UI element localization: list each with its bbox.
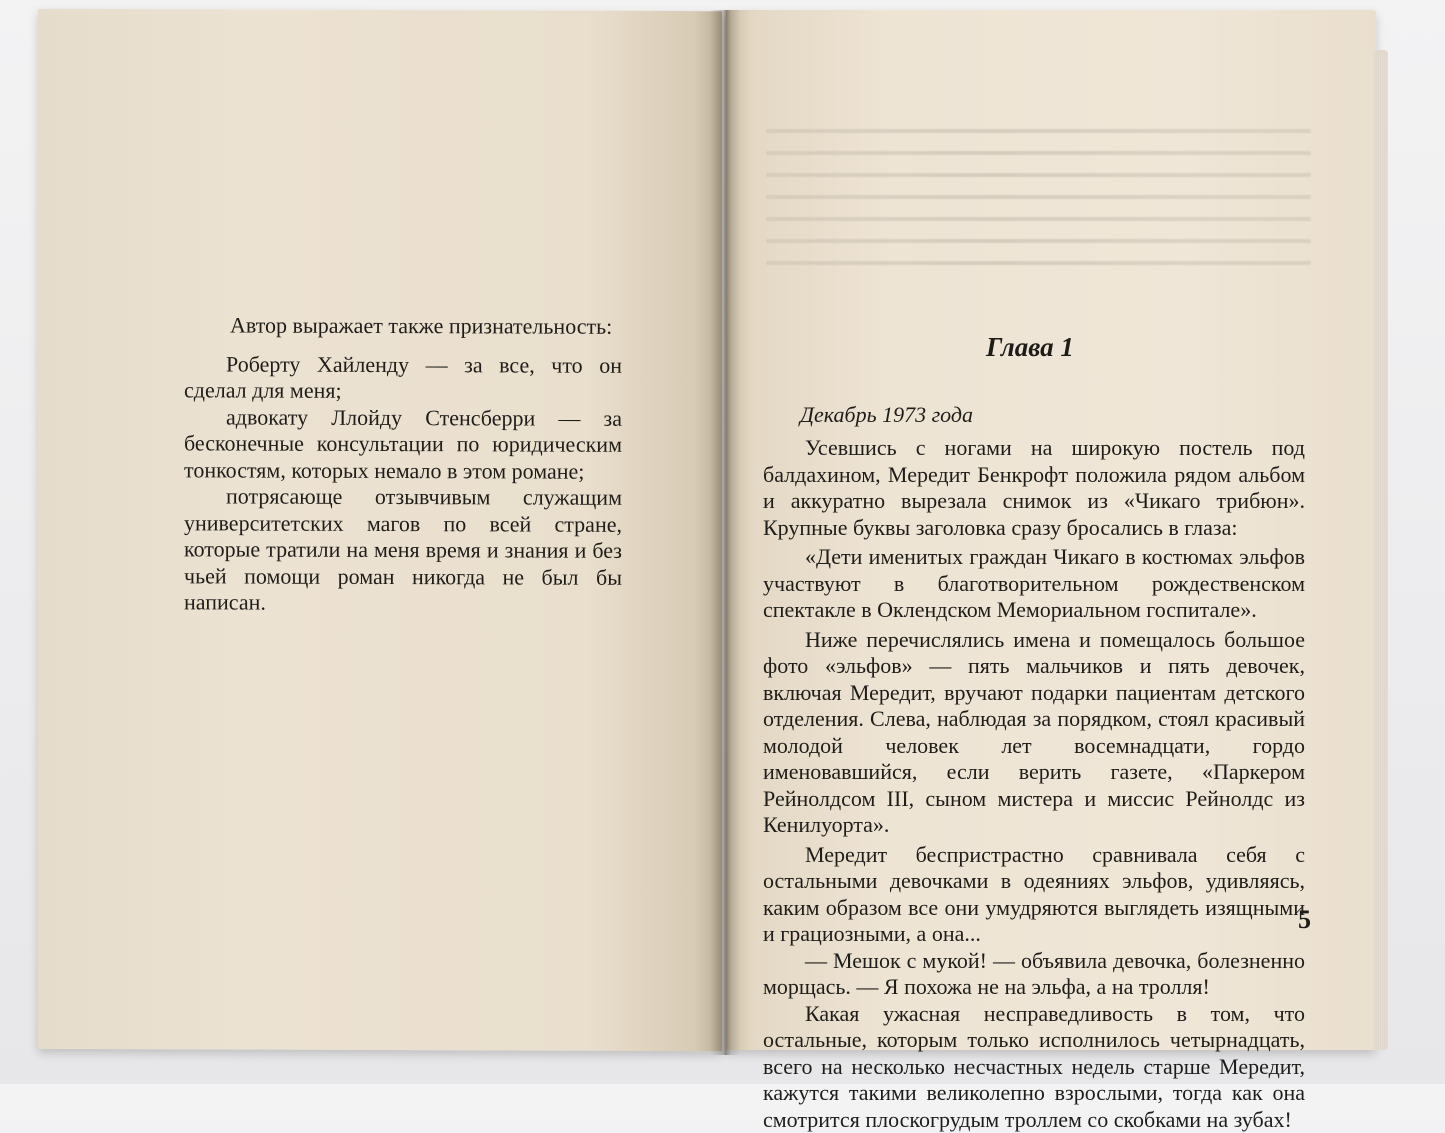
page-number: 5	[1298, 905, 1311, 935]
body-paragraph: Какая ужасная несправедливость в том, что остальные, которым только исполнилось четырнадцать, всего на несколько несчастных недель старше Мередит, кажутся такими великолепно взрослыми, тогда как она смотрится плоскогрудым троллем со скобками на зубах!	[763, 1001, 1305, 1133]
chapter-date: Декабрь 1973 года	[800, 402, 973, 428]
body-paragraph: — Мешок с мукой! — объявила девочка, болезненно морщась. — Я похожа не на эльфа, а на тролля!	[763, 948, 1305, 1001]
body-paragraph: Ниже перечислялись имена и помещалось большое фото «эльфов» — пять мальчиков и пять девочек, включая Мередит, вручают подарки пациентам детского отделения. Слева, наблюдая за порядком, стоял красивый молодой человек лет восемнадцати, гордо именовавшийся, если верить газете, «Паркером Рейнолдсом III, сыном мистера и миссис Рейнолдс из Кенилуорта».	[763, 627, 1305, 839]
acknowledgements	[184, 312, 622, 617]
acknowledgement-paragraph: адвокату Ллойду Стенсберри — за бесконечные консультации по юридическим тонкостям, которых немало в этом романе;	[184, 404, 622, 485]
chapter-body	[763, 435, 1305, 1133]
right-page	[726, 10, 1376, 1050]
show-through-text	[766, 120, 1311, 280]
open-book	[38, 10, 1388, 1060]
left-page	[38, 9, 722, 1051]
body-paragraph: «Дети именитых граждан Чикаго в костюмах эльфов участвуют в благотворительном рождественском спектакле в Оклендском Мемориальном госпитале».	[763, 544, 1305, 624]
acknowledgement-paragraph: Роберту Хайленду — за все, что он сделал для меня;	[184, 351, 622, 406]
body-paragraph: Мередит беспристрастно сравнивала себя с остальными девочками в одеяниях эльфов, удивляясь, каким образом все они умудряются выглядеть изящными и грациозными, а она...	[763, 842, 1305, 948]
chapter-heading: Глава 1	[986, 332, 1074, 363]
acknowledgement-paragraph: потрясающе отзывчивым служащим университетских магов по всей стране, которые тратили на меня время и знания и без чьей помощи роман никогда не был бы написан.	[184, 483, 622, 617]
acknowledgements-intro: Автор выражает также признательность:	[184, 312, 622, 340]
page-edges	[1374, 50, 1388, 1050]
body-paragraph: Усевшись с ногами на широкую постель под балдахином, Мередит Бенкрофт положила рядом альбом и аккуратно вырезала снимок из «Чикаго трибюн». Крупные буквы заголовка сразу бросались в глаза:	[763, 435, 1305, 541]
